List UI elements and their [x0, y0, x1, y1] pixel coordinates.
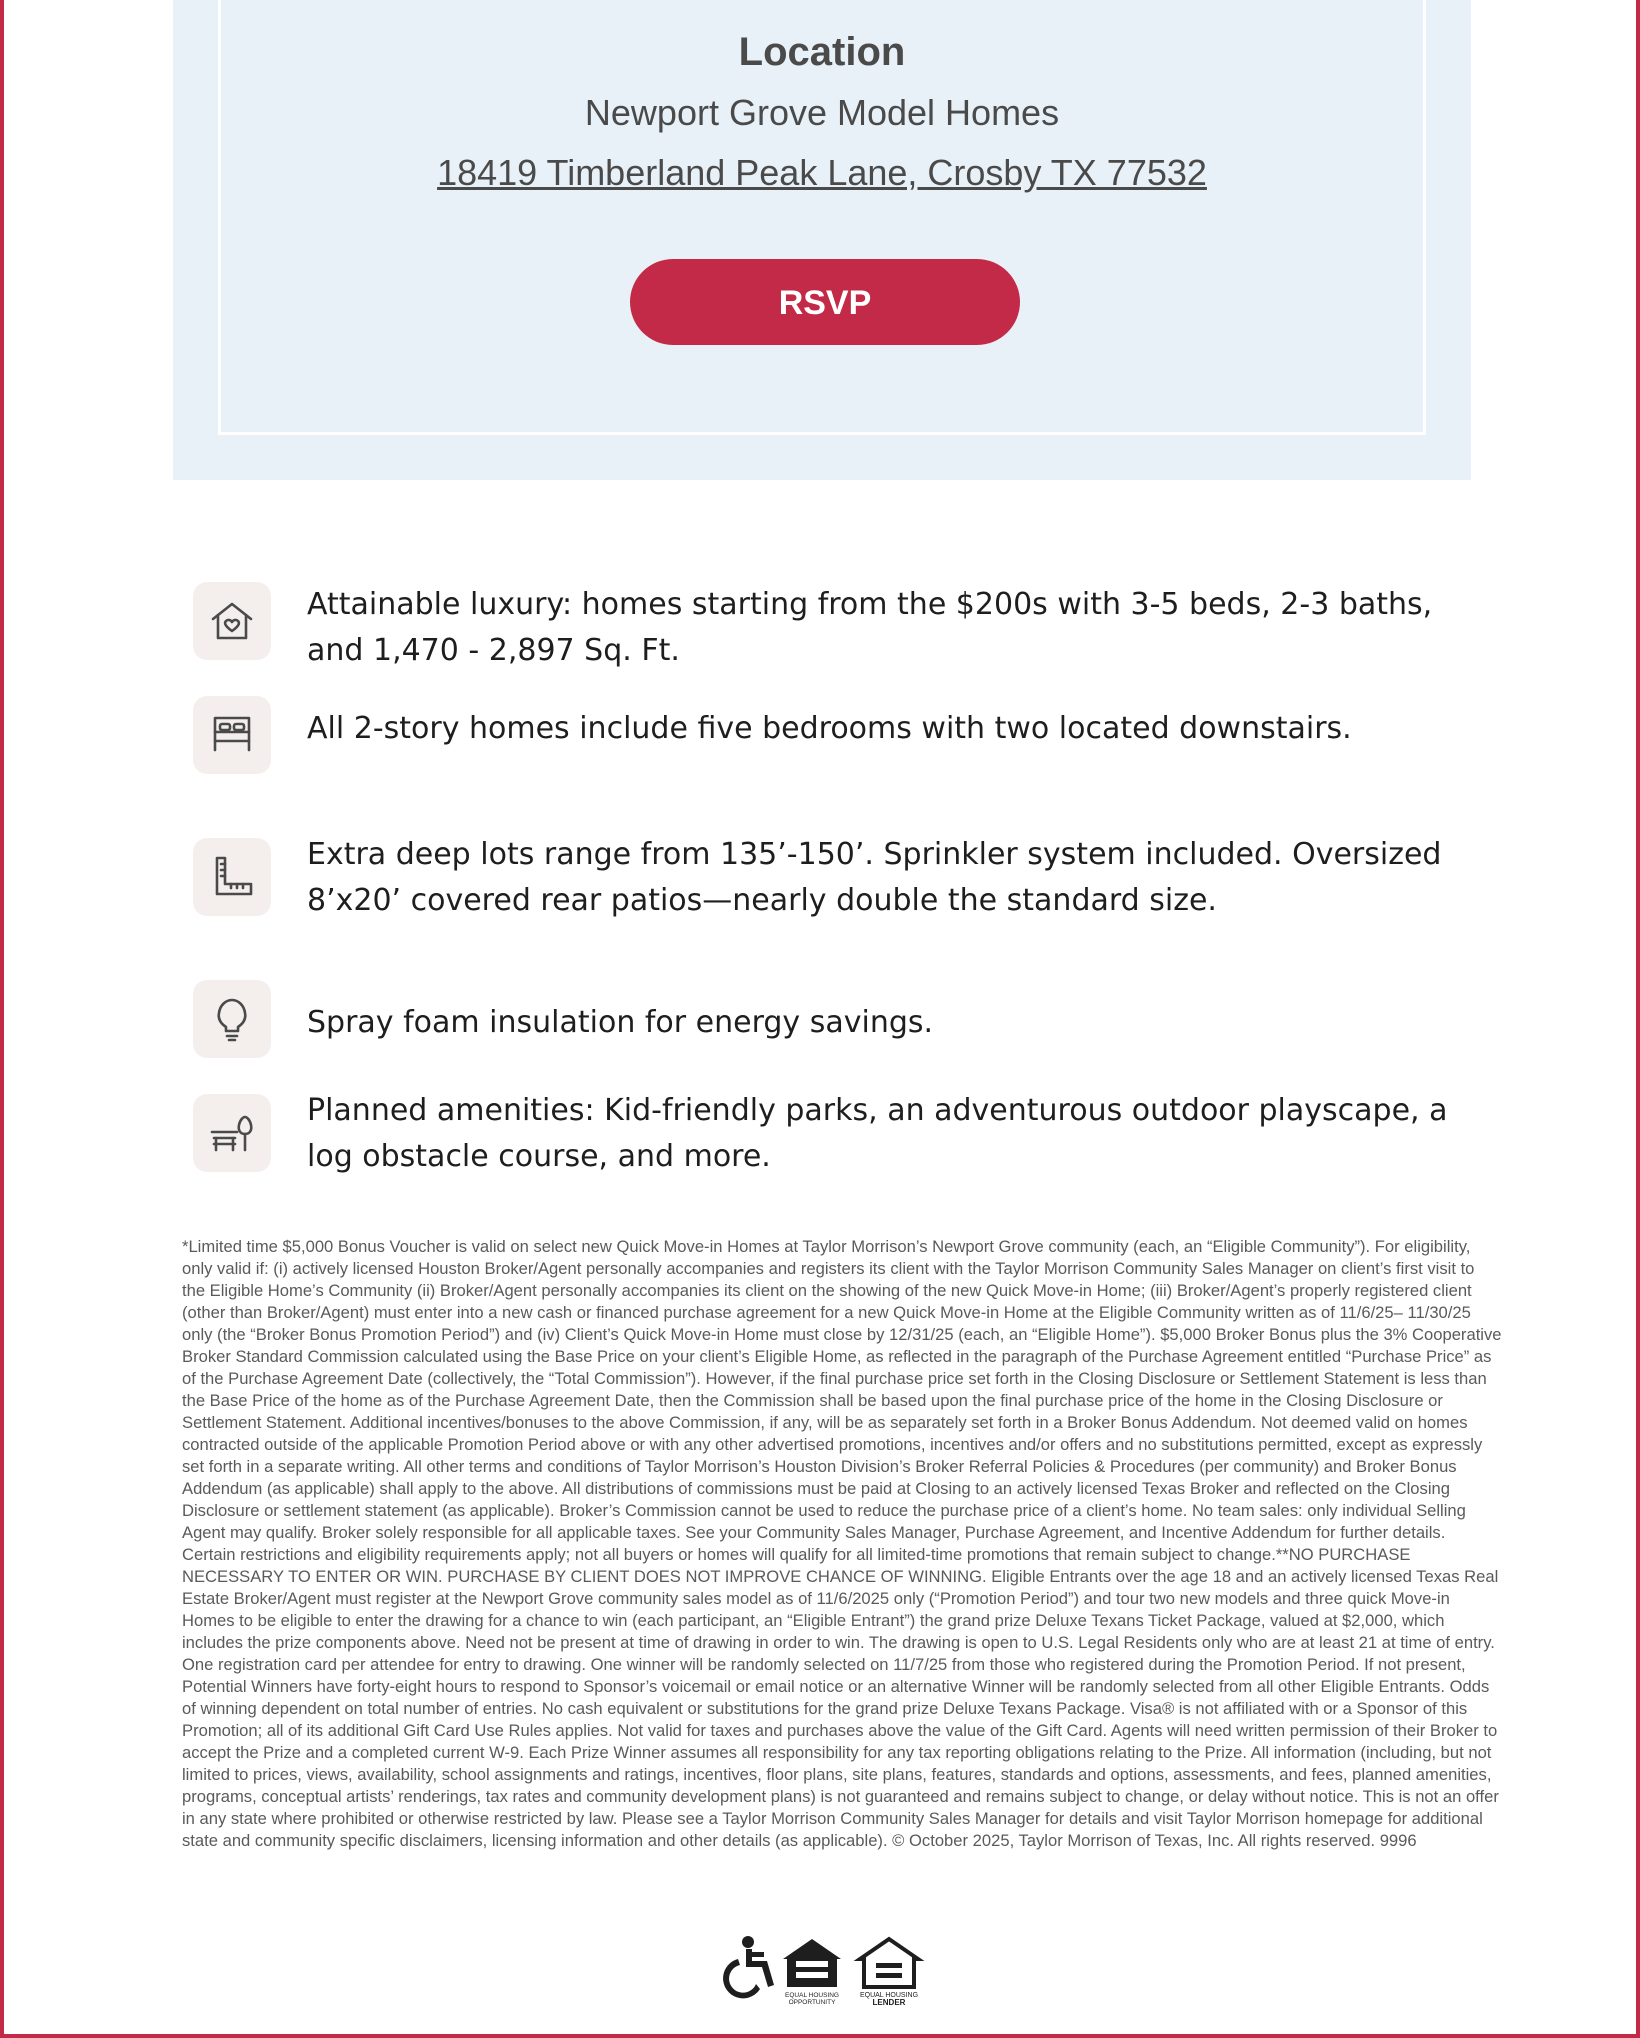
svg-text:OPPORTUNITY: OPPORTUNITY	[788, 1999, 836, 2006]
svg-text:EQUAL HOUSING: EQUAL HOUSING	[785, 1992, 839, 1999]
bed-icon	[193, 696, 271, 774]
rsvp-button[interactable]: RSVP	[630, 259, 1020, 345]
feature-text: Spray foam insulation for energy savings.	[307, 1005, 934, 1040]
lightbulb-icon	[193, 980, 271, 1058]
park-bench-tree-icon	[193, 1094, 271, 1172]
svg-text:LENDER: LENDER	[872, 1998, 906, 2007]
footer-logos	[716, 1935, 926, 2007]
feature-text: All 2-story homes include five bedrooms with two located downstairs.	[307, 711, 1352, 746]
equal-housing-lender-icon	[860, 1939, 918, 2007]
legal-disclaimer: *Limited time $5,000 Bonus Voucher is valid on select new Quick Move-in Homes at Taylor Morrison’s Newport Grove community (each, an “Eligible Community”). For eligibility, only valid if: (i) actively licensed Houston Broker/Agent personally accompanies and registers its client with the Taylor Morrison Community Sales Manager on client’s first visit to the Eligible Home’s Community (ii) Broker/Agent personally accompanies its client on the showing of the new Quick Move-in Home; (iii) Broker/Agent’s properly registered client (other than Broker/Agent) must enter into a new cash or financed purchase agreement for a new Quick Move-in Home at the Eligible Community written as of 11/6/25– 11/30/25 only (the “Broker Bonus Promotion Period”) and (iv) Client’s Quick Move-in Home must close by 12/31/25 (each, an “Eligible Home”). $5,000 Broker Bonus plus the 3% Cooperative Broker Standard Commission calculated using the Base Price on your client’s Eligible Home, as reflected in the paragraph of the Purchase Agreement entitled “Purchase Price” as of the Purchase Agreement Date (collectively, the “Total Commission”). However, if the final purchase price set forth in the Closing Disclosure or Settlement Statement is less than the Base Price of the home as of the Purchase Agreement Date, then the Commission shall be based upon the final purchase price of the home in the Closing Disclosure or Settlement Statement. Additional incentives/bonuses to the above Commission, if any, will be as separately set forth in a Broker Bonus Addendum. Not deemed valid on homes contracted outside of the applicable Promotion Period above or with any other advertised promotions, incentives and/or offers and no substitutions permitted, except as expressly set forth in a separate writing. All other terms and conditions of Taylor Morrison’s Houston Division’s Broker Referral Policies & Procedures (per community) and Broker Bonus Addendum (as applicable) shall apply to the above. All distributions of commissions must be paid at Closing to an actively licensed Texas Broker and reflected on the Closing Disclosure or settlement statement (as applicable). Broker’s Commission cannot be used to reduce the purchase price of a client’s home. No team sales: only individual Selling Agent may qualify. Broker solely responsible for all applicable taxes. See your Community Sales Manager, Purchase Agreement, and Incentive Addendum for further details. Certain restrictions and eligibility requirements apply; not all buyers or homes will qualify for all limited-time promotions that remain subject to change.**NO PURCHASE NECESSARY TO ENTER OR WIN. PURCHASE BY CLIENT DOES NOT IMPROVE CHANCE OF WINNING. Eligible Entrants over the age 18 and an actively licensed Texas Real Estate Broker/Agent must register at the Newport Grove community sales model as of 11/6/2025 only (“Promotion Period”) and tour two new models and three quick Move-in Homes to be eligible to enter the drawing for a chance to win (each participant, an “Eligible Entrant”) the grand prize Deluxe Texans Ticket Package, valued at $2,000, which includes the prize components above. Need not be present at time of drawing in order to win. The drawing is open to U.S. Legal Residents only who are at least 21 at time of entry. One registration card per attendee for entry to drawing. One winner will be randomly selected on 11/7/25 from those who registered during the Promotion Period. If not present, Potential Winners have forty-eight hours to respond to Sponsor’s voicemail or email notice or an alternative Winner will be randomly selected from all other Eligible Entrants. Odds of winning dependent on total number of entries. No cash equivalent or substitutions for the grand prize Deluxe Texans Package. Visa® is not affiliated with or a Sponsor of this Promotion; all of its additional Gift Card Use Rules applies. Not valid for taxes and purchases above the value of the Gift Card. Agents will need written permission of their Broker to accept the Prize and a completed current W-9. Each Prize Winner assumes all responsibility for any tax reporting obligations relating to the Prize. All information (including, but not limited to prices, views, availability, school assignments and ratings, incentives, floor plans, site plans, features, standards and options, assessments, and fees, planned amenities, programs, conceptual artists’ renderings, tax rates and community development plans) is not guaranteed and remains subject to change, or delay without notice. This is not an offer in any state where prohibited or otherwise restricted by law. Please see a Taylor Morrison Community Sales Manager for details and visit Taylor Morrison homepage for additional state and community specific disclaimers, licensing information and other details (as applicable). © October 2025, Taylor Morrison of Texas, Inc. All rights reserved. 9996	[182, 1237, 1502, 1850]
svg-text:EQUAL HOUSING: EQUAL HOUSING	[859, 1992, 919, 1999]
location-panel	[173, 0, 1471, 480]
accessibility-icon	[723, 1936, 774, 1998]
ruler-icon	[193, 838, 271, 916]
feature-text: Planned amenities: Kid-friendly parks, an adventurous outdoor playscape, a log obstacle course, and more.	[307, 1093, 1448, 1174]
feature-text: Extra deep lots range from 135’-150’. Sprinkler system included. Oversized 8’x20’ covered rear patios—nearly double the standard size.	[307, 837, 1442, 918]
location-title: Location	[738, 30, 906, 74]
location-address-link[interactable]: 18419 Timberland Peak Lane, Crosby TX 77532	[437, 152, 1207, 193]
location-name: Newport Grove Model Homes	[584, 92, 1060, 133]
house-heart-icon	[193, 582, 271, 660]
location-card	[218, 0, 1426, 435]
feature-text: Attainable luxury: homes starting from the $200s with 3-5 beds, 2-3 baths, and 1,470 - 2,897 Sq. Ft.	[307, 587, 1433, 668]
equal-housing-opportunity-icon	[783, 1939, 841, 2006]
